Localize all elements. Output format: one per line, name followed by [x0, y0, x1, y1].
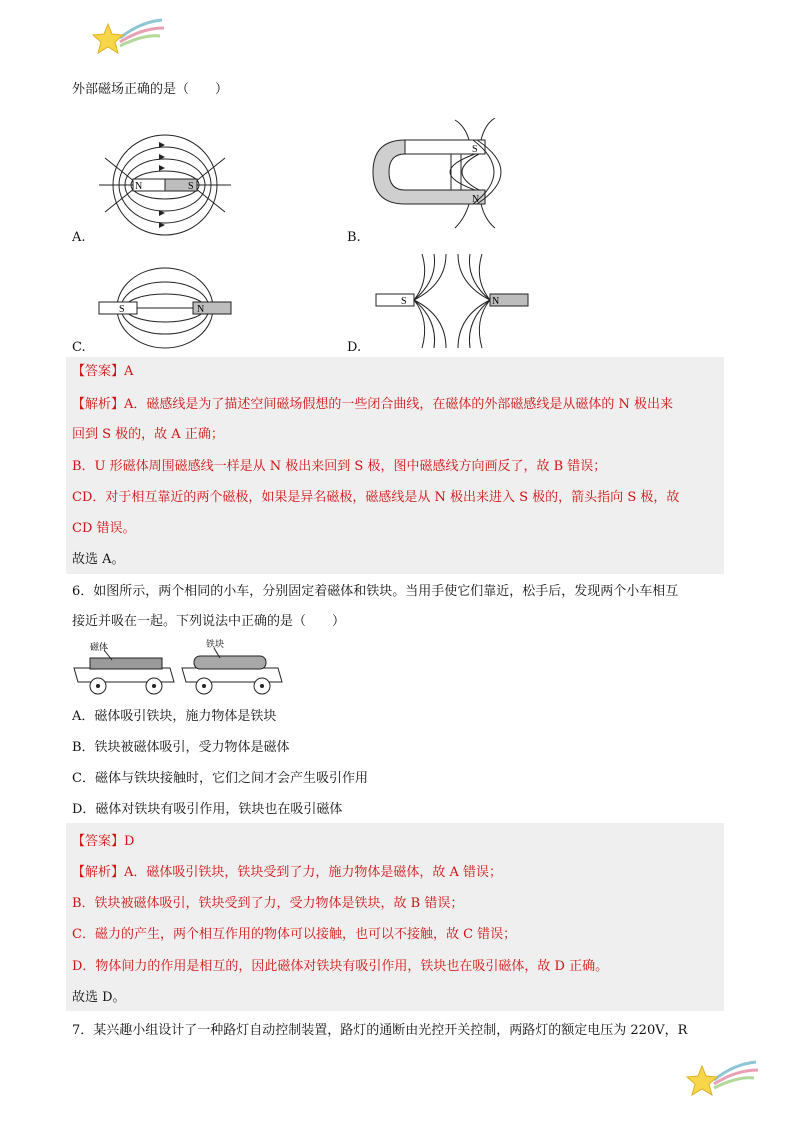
- analysis-line: 回到 S 极的，故 A 正确；: [72, 427, 224, 442]
- option-a-label: A.: [72, 230, 86, 245]
- question-6-stem-line-1: 6．如图所示，两个相同的小车，分别固定着磁体和铁块。当用手使它们靠近，松手后，发现两个小车相互: [72, 584, 679, 599]
- q6-option-b: B．铁块被磁体吸引，受力物体是磁体: [72, 740, 290, 755]
- q6-option-a: A．磁体吸引铁块，施力物体是铁块: [72, 709, 277, 724]
- star-decoration-bottom-icon: [684, 1056, 764, 1100]
- analysis-line: C．磁力的产生，两个相互作用的物体可以接触，也可以不接触，故 C 错误；: [72, 927, 517, 942]
- analysis-line: D．物体间力的作用是相互的，因此磁体对铁块有吸引作用，铁块也在吸引磁体，故 D 正确。: [72, 959, 609, 974]
- fig-d-pole-right: N: [492, 296, 500, 307]
- analysis-line: 【解析】A．磁感线是为了描述空间磁场假想的一些闭合曲线，在磁体的外部磁感线是从磁体的 N 极出来: [72, 397, 674, 412]
- figure-carts: [70, 638, 300, 698]
- question-7-stem: 7．某兴趣小组设计了一种路灯自动控制装置，路灯的通断由光控开关控制，两路灯的额定电压为 220V，R: [72, 1023, 688, 1038]
- analysis-conclusion: 故选 A。: [72, 552, 125, 567]
- q6-option-c: C．磁体与铁块接触时，它们之间才会产生吸引作用: [72, 771, 368, 786]
- analysis-conclusion: 故选 D。: [72, 990, 126, 1005]
- figure-option-a: [95, 128, 235, 243]
- figure-option-c: [95, 262, 235, 354]
- analysis-line: CD 错误。: [72, 521, 136, 536]
- analysis-line: B．铁块被磁体吸引，铁块受到了力，受力物体是铁块，故 B 错误；: [72, 896, 464, 911]
- option-c-label: C.: [72, 340, 86, 355]
- question-5-stem: 外部磁场正确的是（ ）: [72, 82, 229, 97]
- fig-a-pole-right: S: [188, 181, 194, 192]
- answer-line-q5: 【答案】A: [72, 364, 134, 379]
- option-d-label: D.: [347, 340, 362, 355]
- label-iron: 铁块: [206, 640, 225, 650]
- star-decoration-top-icon: [90, 14, 170, 58]
- analysis-line: 【解析】A．磁体吸引铁块，铁块受到了力，施力物体是磁体，故 A 错误；: [72, 865, 503, 880]
- fig-c-pole-right: N: [197, 304, 205, 315]
- fig-d-pole-left: S: [401, 296, 407, 307]
- question-6-stem-line-2: 接近并吸在一起。下列说法中正确的是（ ）: [72, 614, 346, 629]
- analysis-line: CD．对于相互靠近的两个磁极，如果是异名磁极，磁感线是从 N 极出来进入 S 极的，箭头指向 S 极，故: [72, 490, 680, 505]
- analysis-line: B．U 形磁体周围磁感线一样是从 N 极出来回到 S 极，图中磁感线方向画反了，故 B 错误；: [72, 459, 607, 474]
- fig-b-pole-top: S: [472, 144, 478, 155]
- fig-b-pole-bottom: N: [472, 194, 480, 205]
- figure-option-b: [365, 118, 535, 238]
- label-magnet: 磁体: [90, 643, 109, 653]
- fig-c-pole-left: S: [119, 304, 125, 315]
- fig-a-pole-left: N: [135, 181, 143, 192]
- q6-option-d: D．磁体对铁块有吸引作用，铁块也在吸引磁体: [72, 802, 343, 817]
- answer-box-q6: [66, 823, 724, 1011]
- figure-option-d: [372, 250, 532, 352]
- answer-line-q6: 【答案】D: [72, 834, 135, 849]
- option-b-label: B.: [347, 230, 361, 245]
